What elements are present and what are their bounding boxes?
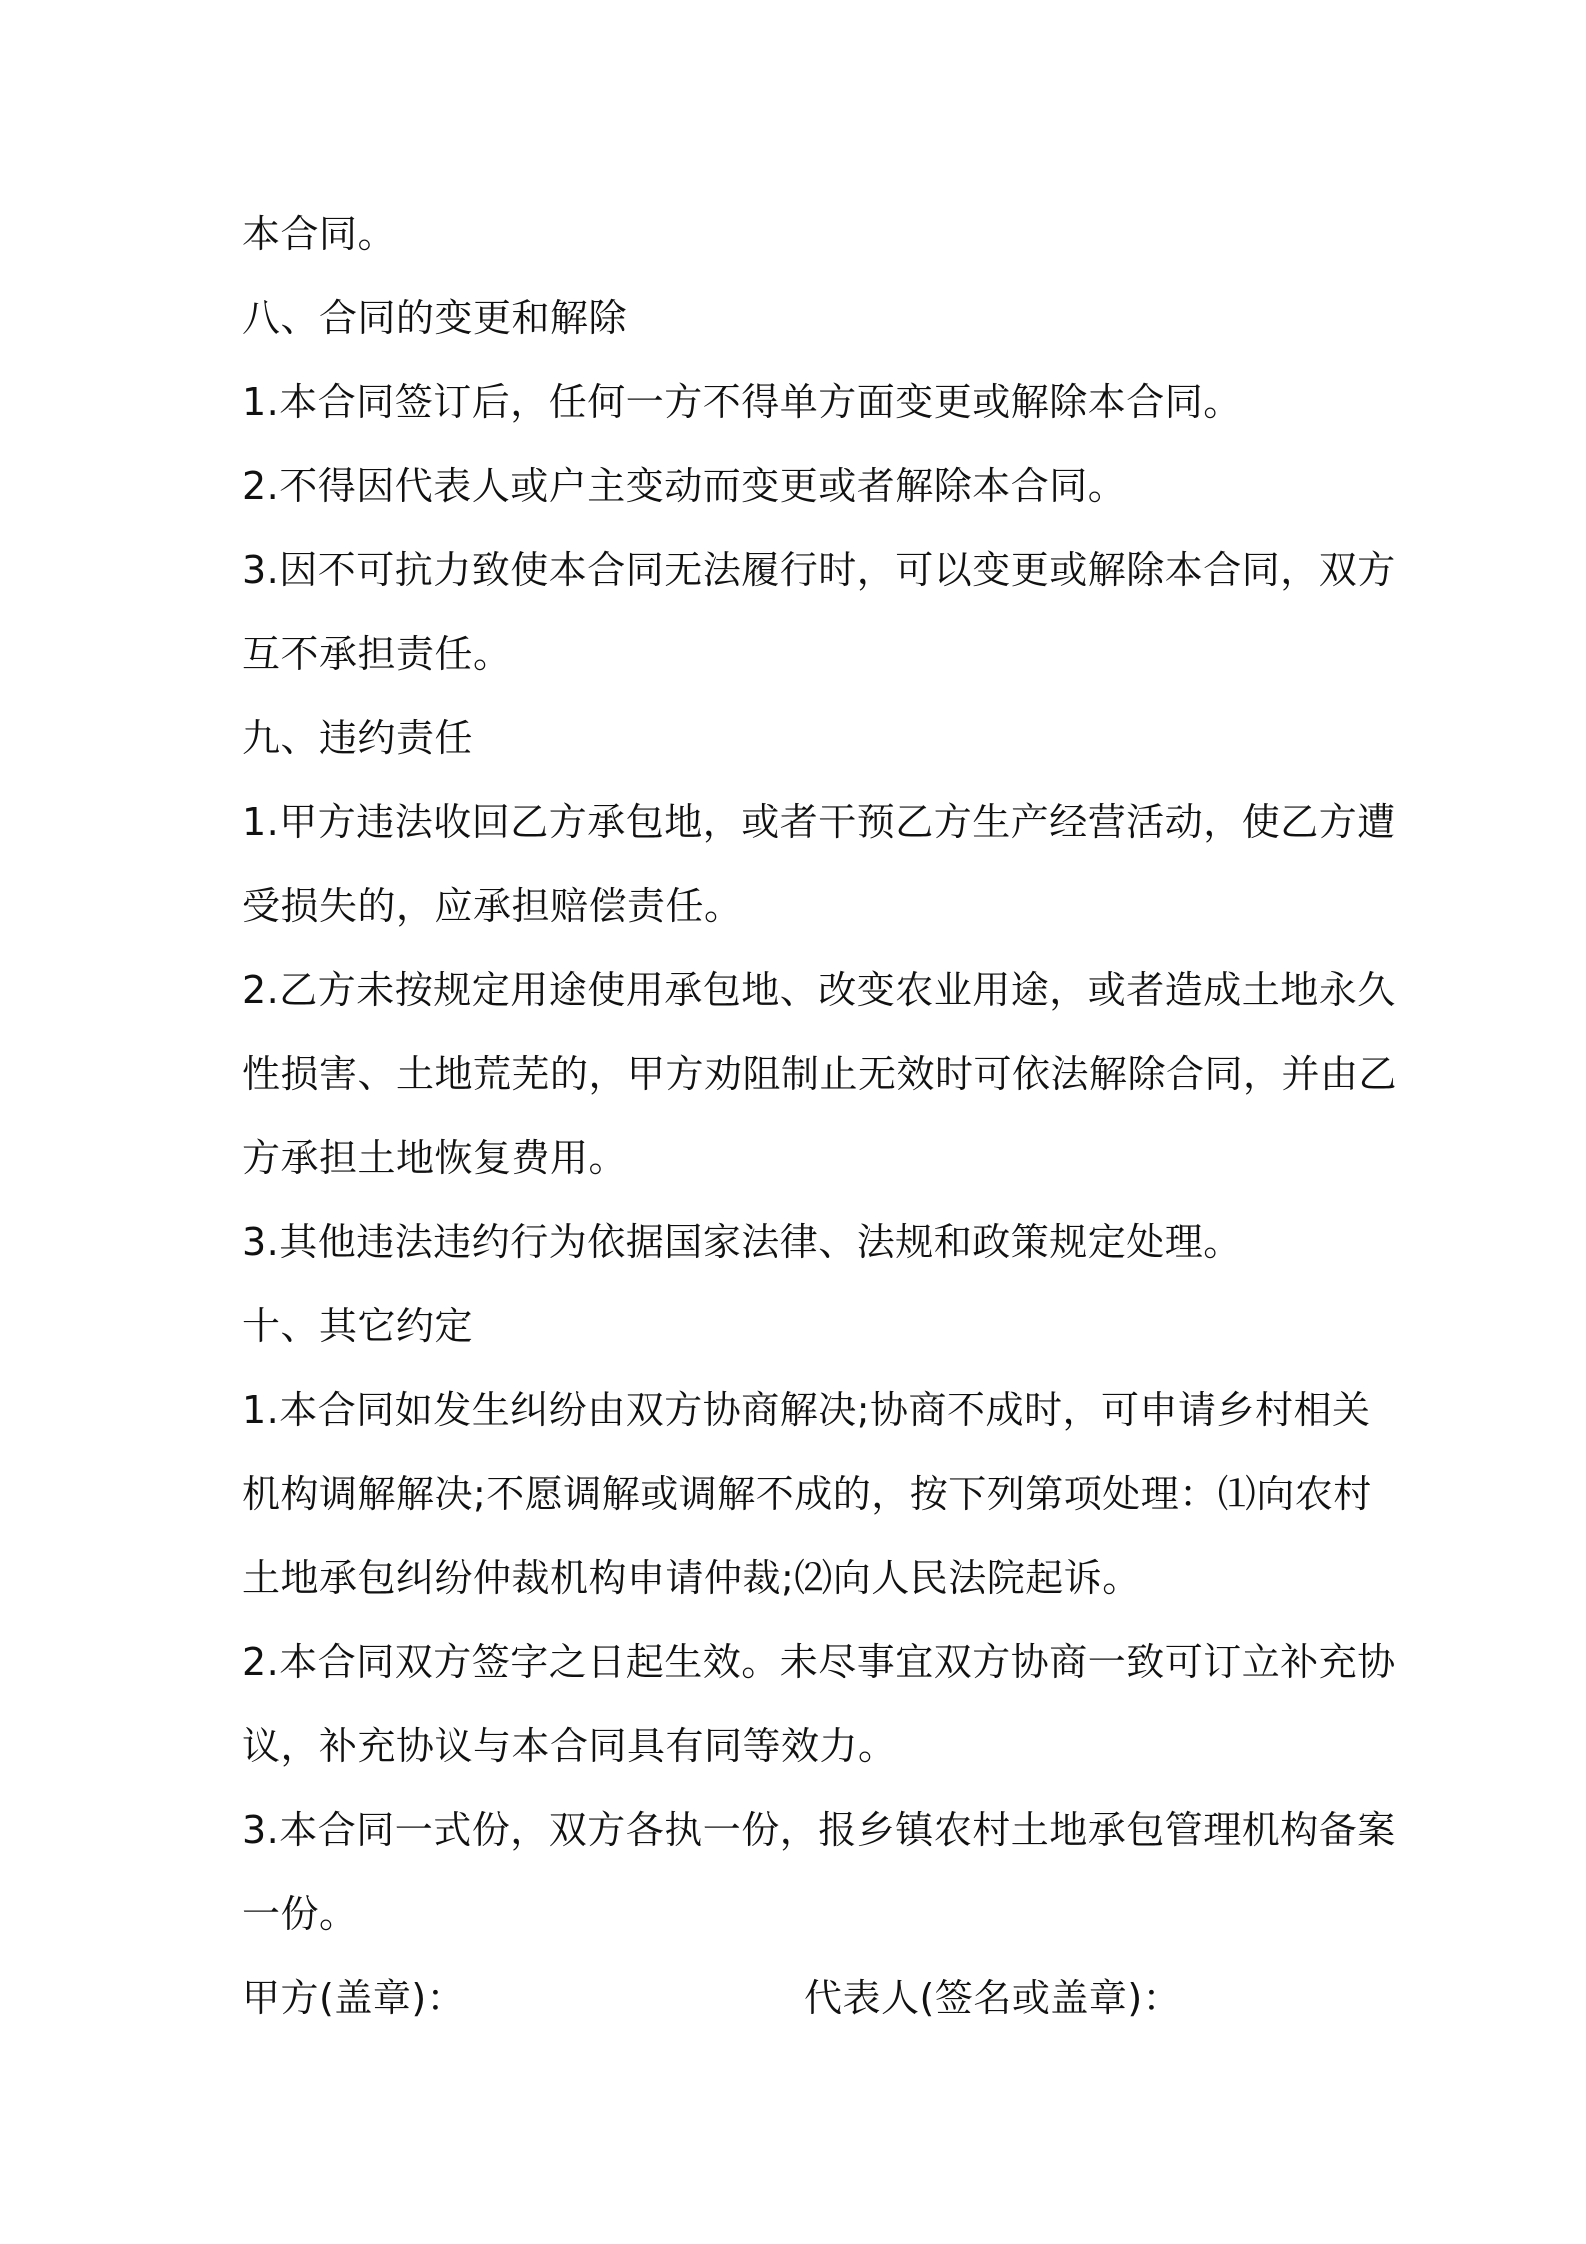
contract-text xyxy=(242,192,1398,2040)
text-line: 3.本合同一式份，双方各执一份，报乡镇农村土地承包管理机构备案 xyxy=(242,1808,1396,1852)
text-line: 2.不得因代表人或户主变动而变更或者解除本合同。 xyxy=(242,464,1127,508)
text-line: 3.因不可抗力致使本合同无法履行时，可以变更或解除本合同，双方 xyxy=(242,548,1396,592)
signature-row xyxy=(242,1956,1362,2040)
text-line: 1.本合同如发生纠纷由双方协商解决;协商不成时，可申请乡村相关 xyxy=(242,1388,1371,1432)
section-heading-10: 十、其它约定 xyxy=(242,1304,474,1348)
text-line: 1.甲方违法收回乙方承包地，或者干预乙方生产经营活动，使乙方遭 xyxy=(242,800,1396,844)
text-line: 方承担土地恢复费用。 xyxy=(242,1136,628,1180)
text-line: 性损害、土地荒芜的，甲方劝阻制止无效时可依法解除合同，并由乙 xyxy=(242,1052,1398,1096)
text-line: 机构调解解决;不愿调解或调解不成的，按下列第项处理：⑴向农村 xyxy=(242,1472,1372,1516)
text-line: 土地承包纠纷仲裁机构申请仲裁;⑵向人民法院起诉。 xyxy=(242,1556,1141,1600)
representative-signature-label: 代表人(签名或盖章)： xyxy=(804,1976,1182,2020)
text-line: 2.本合同双方签字之日起生效。未尽事宜双方协商一致可订立补充协 xyxy=(242,1640,1396,1684)
text-line: 互不承担责任。 xyxy=(242,632,512,676)
text-line: 议，补充协议与本合同具有同等效力。 xyxy=(242,1724,897,1768)
text-line: 一份。 xyxy=(242,1892,358,1936)
text-line: 2.乙方未按规定用途使用承包地、改变农业用途，或者造成土地永久 xyxy=(242,968,1396,1012)
text-line: 本合同。 xyxy=(242,212,397,256)
text-line: 3.其他违法违约行为依据国家法律、法规和政策规定处理。 xyxy=(242,1220,1242,1264)
section-heading-9: 九、违约责任 xyxy=(242,716,474,760)
section-heading-8: 八、合同的变更和解除 xyxy=(242,296,628,340)
text-line: 1.本合同签订后，任何一方不得单方面变更或解除本合同。 xyxy=(242,380,1242,424)
party-a-seal-label: 甲方(盖章)： xyxy=(242,1976,466,2020)
text-line: 受损失的，应承担赔偿责任。 xyxy=(242,884,743,928)
